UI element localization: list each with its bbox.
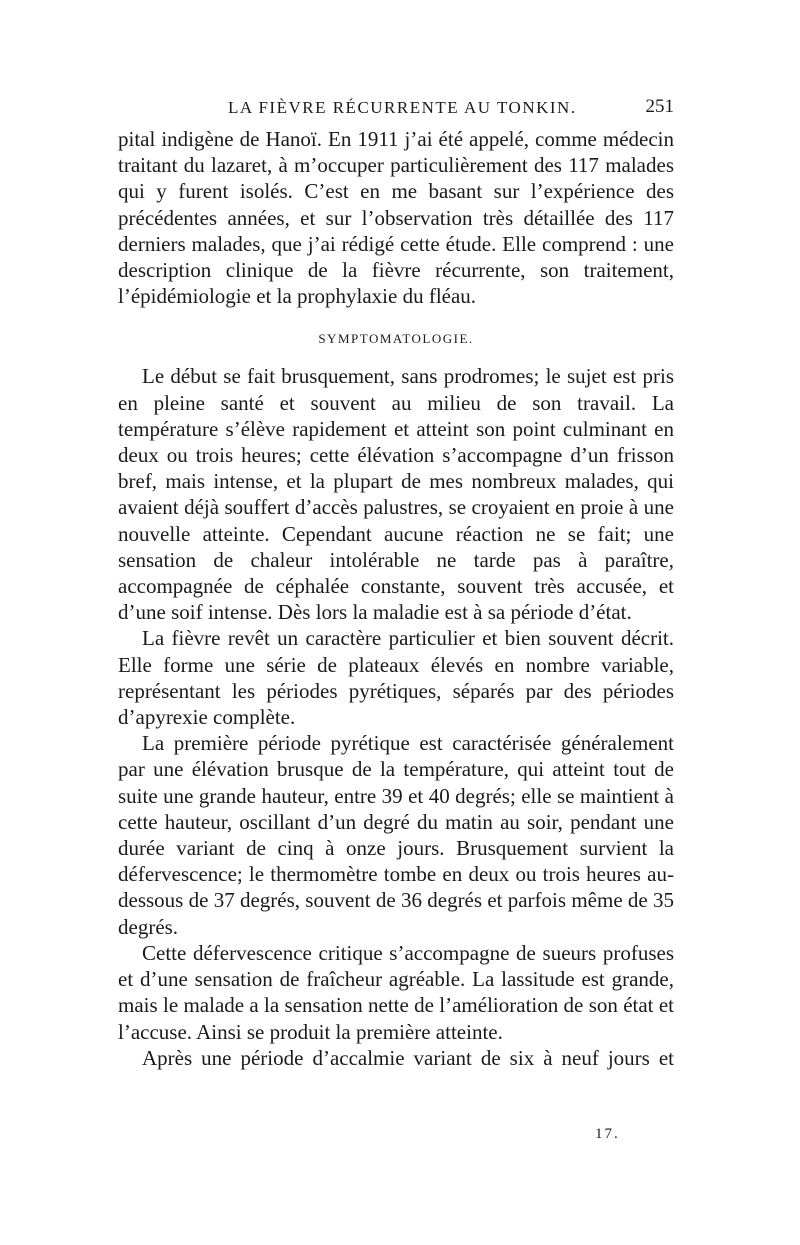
- running-title: LA FIÈVRE RÉCURRENTE AU TONKIN.: [228, 98, 577, 117]
- paragraph-fever-character: La fièvre revêt un caractère particulier et bien souvent décrit. Elle forme une série de plateaux élevés en nombre variable, représentant les périodes pyrétiques, séparés par des périodes d’apyrexie complète.: [118, 626, 674, 730]
- body-text: [118, 126, 674, 1071]
- printer-signature-mark: 17.: [595, 1126, 620, 1142]
- page-number: 251: [645, 96, 674, 117]
- paragraph-remission: Après une période d’accalmie variant de six à neuf jours et: [142, 1045, 674, 1070]
- paragraph-defervescence: Cette défervescence critique s’accompagne de sueurs profuses et d’une sensation de fraîcheur agréable. La lassitude est grande, mais le malade a la sensation nette de l’amélioration de son état et l’accuse. Ainsi se produit la première atteinte.: [118, 940, 674, 1044]
- book-page: [118, 96, 674, 1071]
- section-heading: SYMPTOMATOLOGIE.: [318, 331, 474, 347]
- paragraph-first-pyretic-period: La première période pyrétique est caractérisée généralement par une élévation brusque de la température, qui atteint tout de suite une grande hauteur, entre 39 et 40 degrés; elle se maintient à cette hauteur, oscillant d’un degré du matin au soir, pendant une durée variant de cinq à onze jours. Brusquement survient la défervescence; le thermomètre tombe en deux ou trois heures au-dessous de 37 degrés, souvent de 36 degrés et parfois même de 35 degrés.: [118, 731, 674, 939]
- paragraph-onset: Le début se fait brusquement, sans prodromes; le sujet est pris en pleine santé et souvent au milieu de son travail. La température s’élève rapidement et atteint son point culminant en deux ou trois heures; cette élévation s’accompagne d’un frisson bref, mais intense, et la plupart de mes nombreux malades, qui avaient déjà souffert d’accès palustres, se croyaient en proie à une nouvelle atteinte. Cependant aucune réaction ne se fait; une sensation de chaleur intolérable ne tarde pas à paraître, accompagnée de céphalée constante, souvent très accusée, et d’une soif intense. Dès lors la maladie est à sa période d’état.: [118, 364, 674, 625]
- intro-paragraph: pital indigène de Hanoï. En 1911 j’ai été appelé, comme médecin traitant du lazaret, à m’occuper particulièrement des 117 malades qui y furent isolés. C’est en me basant sur l’expérience des précédentes années, et sur l’observation très détaillée des 117 derniers malades, que j’ai rédigé cette étude. Elle comprend : une description clinique de la fièvre récurrente, son traitement, l’épidémiologie et la prophylaxie du fléau.: [118, 127, 674, 309]
- running-header: [118, 96, 674, 126]
